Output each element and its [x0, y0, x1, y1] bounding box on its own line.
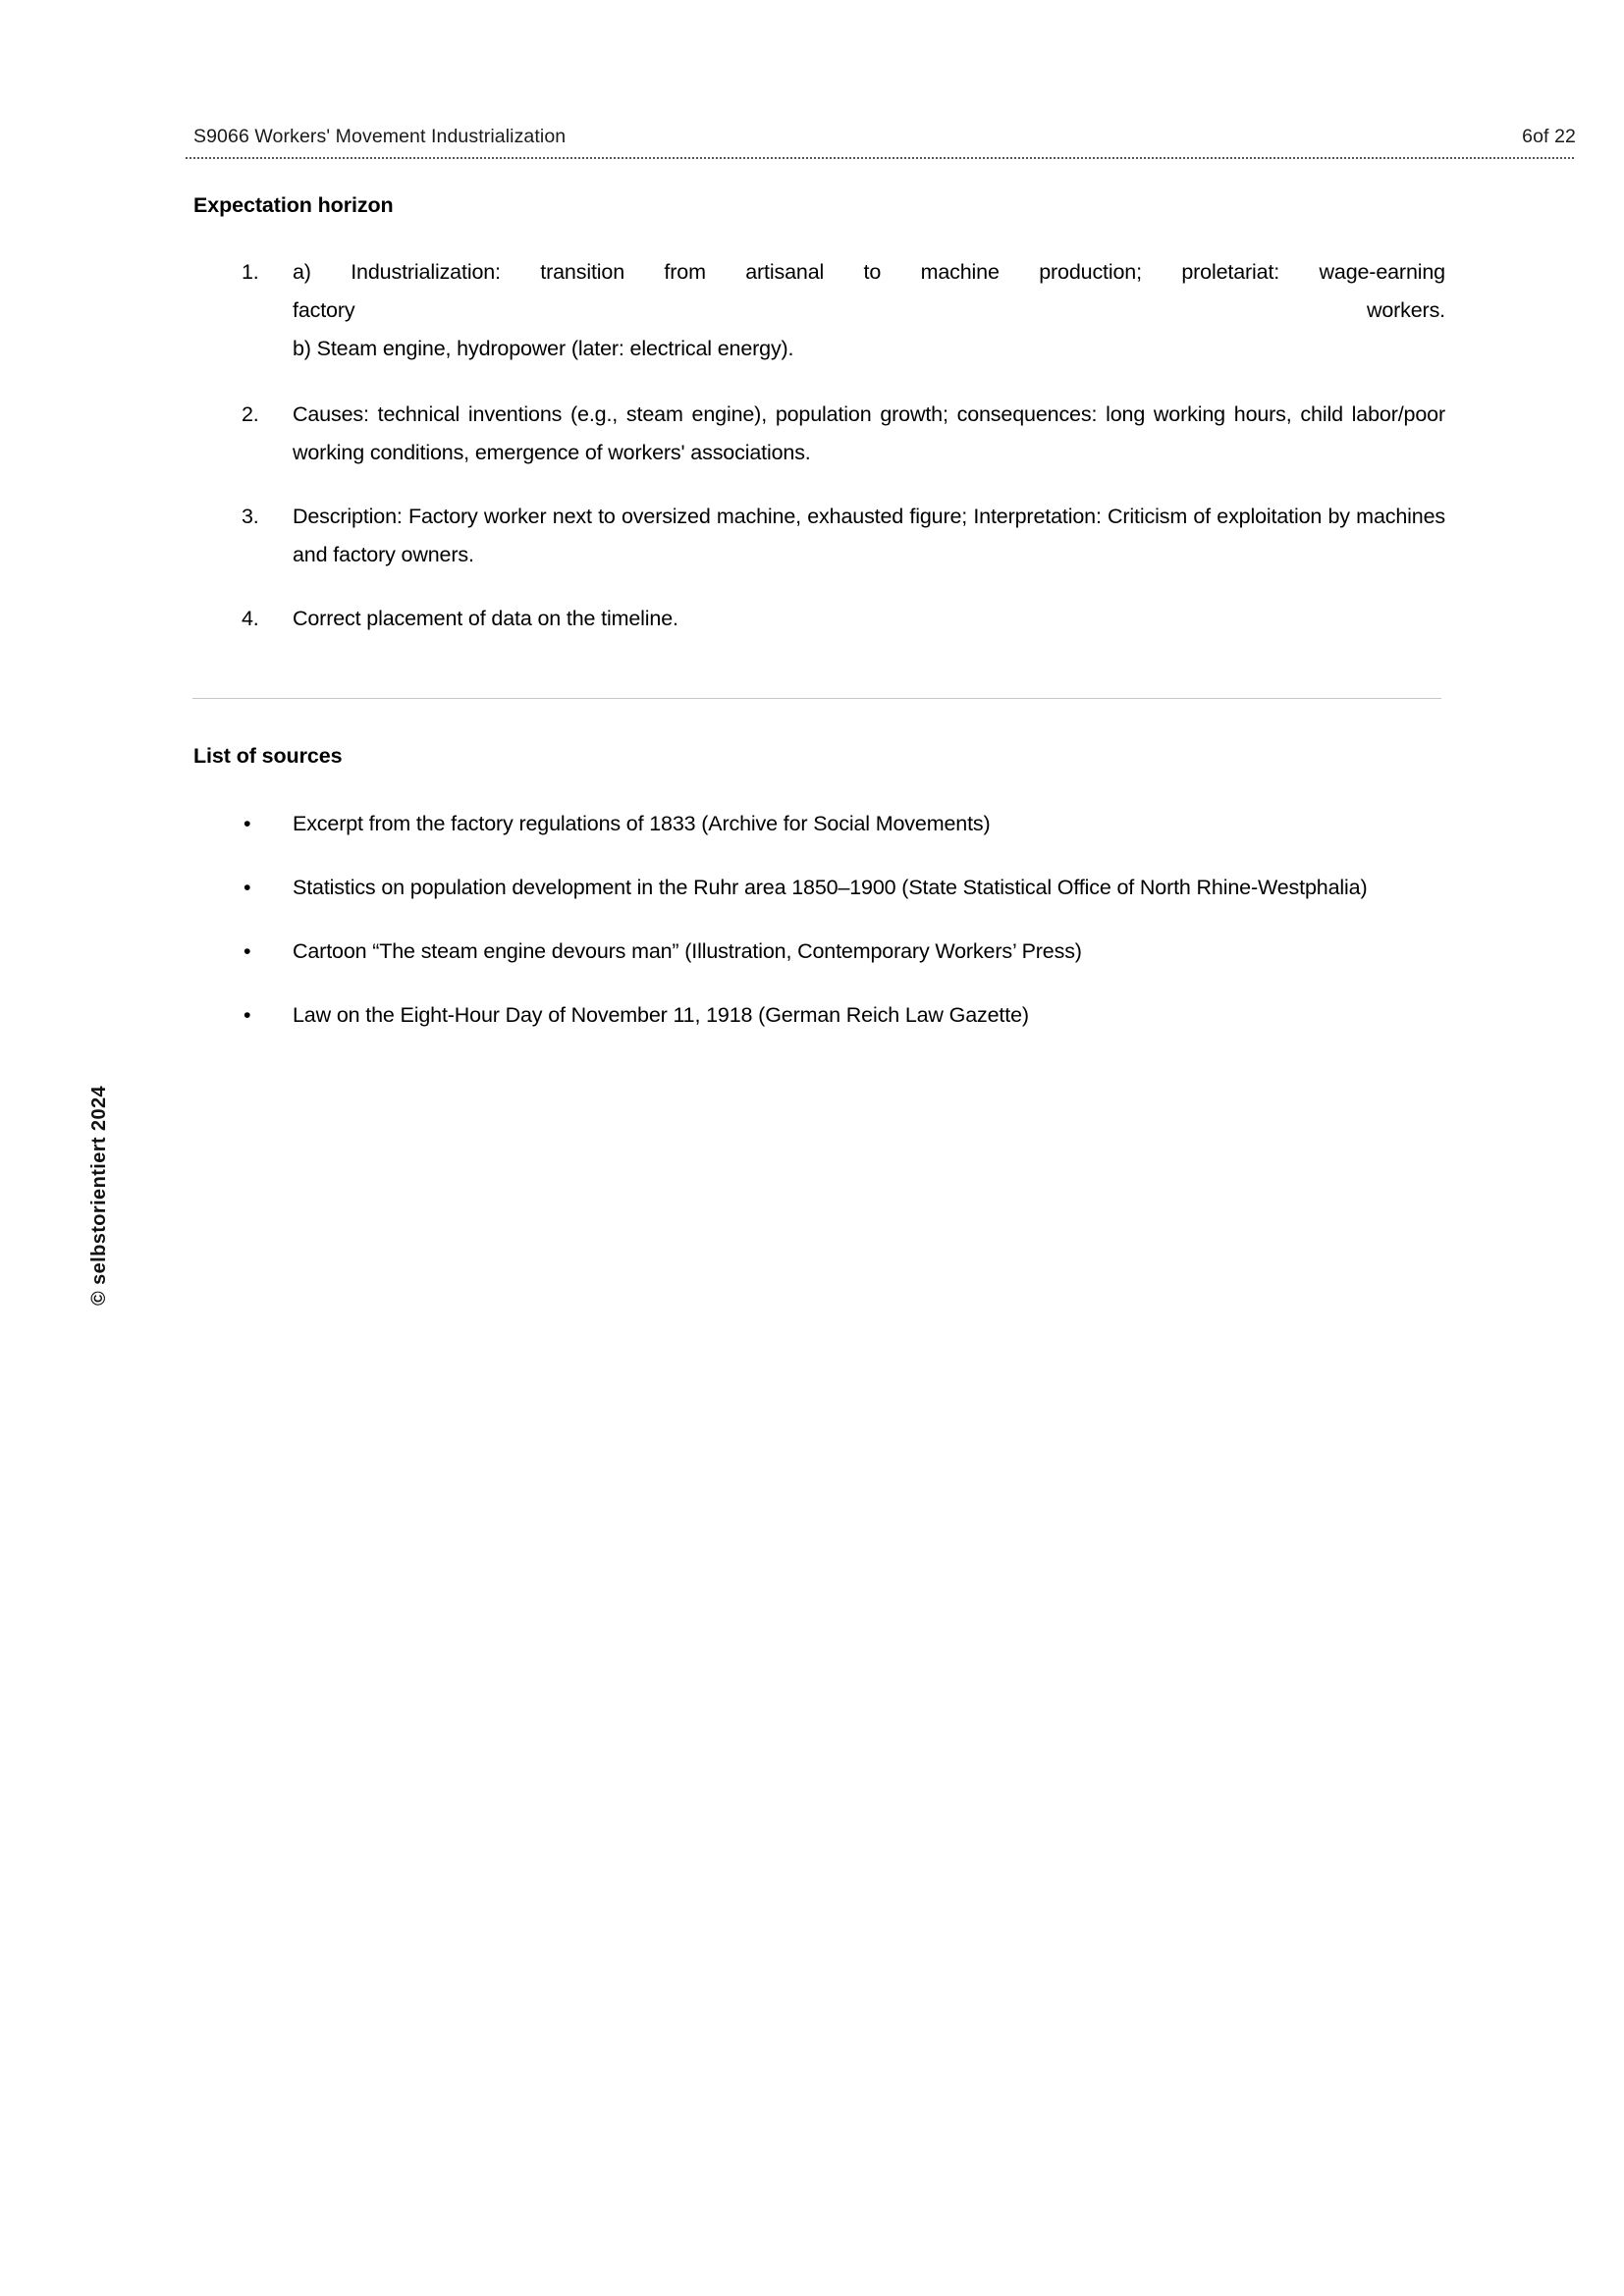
bullet-icon: •	[244, 876, 251, 899]
list-item-marker: 2.	[242, 402, 259, 426]
list-item-text: Law on the Eight-Hour Day of November 11, 1918 (German Reich Law Gazette)	[293, 1003, 1029, 1027]
bullet-icon: •	[244, 812, 251, 835]
list-item-line-3: b) Steam engine, hydropower (later: electrical energy).	[293, 337, 794, 360]
list-item-text: Causes: technical inventions (e.g., steam engine), population growth; consequences: long working hours, child labor/poor working conditions, emergence of workers' associations.	[293, 402, 1445, 464]
list-item	[236, 253, 1445, 368]
list-item	[236, 869, 1445, 907]
list-of-sources-heading: List of sources	[193, 744, 343, 768]
bullet-icon: •	[244, 939, 251, 963]
list-item-marker: 1.	[242, 260, 259, 284]
copyright-vertical-text: © selbstorientiert 2024	[88, 1085, 110, 1306]
list-item-line-2	[293, 292, 1445, 330]
list-item	[236, 600, 1445, 638]
list-item-text: Cartoon “The steam engine devours man” (Illustration, Contemporary Workers’ Press)	[293, 939, 1082, 963]
header-page-indicator: 6of 22	[1522, 126, 1576, 147]
list-item	[236, 498, 1445, 574]
list-item	[236, 933, 1445, 971]
expectation-horizon-heading: Expectation horizon	[193, 193, 394, 217]
expectation-horizon-list	[236, 253, 1445, 662]
list-item-marker: 3.	[242, 505, 259, 528]
running-header	[193, 126, 1576, 148]
bullet-icon: •	[244, 1003, 251, 1027]
list-item-line-2-left: factory	[293, 298, 355, 322]
header-dotted-rule	[186, 157, 1576, 159]
list-item	[236, 996, 1445, 1035]
section-divider	[192, 698, 1441, 699]
list-item-line-2-right: workers.	[1366, 298, 1445, 322]
header-document-title: S9066 Workers' Movement Industrialization	[193, 126, 567, 147]
list-item-text: Excerpt from the factory regulations of 1833 (Archive for Social Movements)	[293, 812, 991, 835]
list-item-text: Correct placement of data on the timeline.	[293, 607, 678, 630]
list-item	[236, 805, 1445, 843]
list-item-text: Description: Factory worker next to oversized machine, exhausted figure; Interpretation: Criticism of exploitation by machines and factory owners.	[293, 505, 1445, 566]
list-item-marker: 4.	[242, 607, 259, 630]
list-item	[236, 396, 1445, 472]
list-item-line-1: a) Industrialization: transition from artisanal to machine production; proletariat: wage-earning	[293, 260, 1445, 284]
list-item-text: Statistics on population development in the Ruhr area 1850–1900 (State Statistical Office of North Rhine-Westphalia)	[293, 876, 1368, 899]
list-of-sources-list	[236, 805, 1445, 1060]
